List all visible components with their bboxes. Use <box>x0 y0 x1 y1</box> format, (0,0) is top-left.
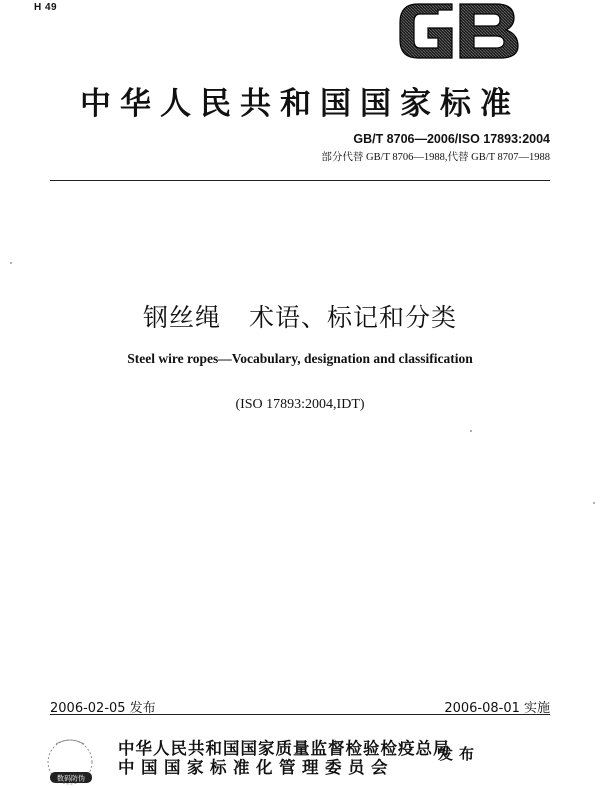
issuer-sac: 中国国家标准化管理委员会 <box>118 758 394 777</box>
chinese-title <box>0 298 600 334</box>
top-divider <box>50 180 550 181</box>
chinese-title-part2: 术语、标记和分类 <box>249 303 458 332</box>
english-title: Steel wire ropes—Vocabulary, designation and classification <box>127 351 473 366</box>
anti-counterfeit-seal <box>40 734 104 788</box>
issuer-aqsiq: 中华人民共和国国家质量监督检验检疫总局 <box>118 739 451 758</box>
bottom-divider <box>50 714 550 715</box>
issue-date: 2006-02-05 发布 <box>50 701 156 716</box>
scan-speck <box>593 502 595 504</box>
implementation-date: 2006-08-01 实施 <box>444 701 550 716</box>
standard-number: GB/T 8706—2006/ISO 17893:2004 <box>353 132 550 146</box>
national-standard-title: 中华人民共和国国家标准 <box>80 86 520 122</box>
seal-label: 数码防伪 <box>57 774 85 783</box>
replacement-note: 部分代替 GB/T 8706—1988,代替 GB/T 8707—1988 <box>321 152 550 163</box>
gb-logo <box>396 2 522 60</box>
ics-code: H 49 <box>34 2 58 13</box>
chinese-title-part1: 钢丝绳 <box>142 303 221 332</box>
scan-speck <box>470 430 472 432</box>
iso-equivalence: (ISO 17893:2004,IDT) <box>235 397 365 412</box>
scan-speck <box>10 262 12 264</box>
publish-label: 发布 <box>438 745 481 763</box>
